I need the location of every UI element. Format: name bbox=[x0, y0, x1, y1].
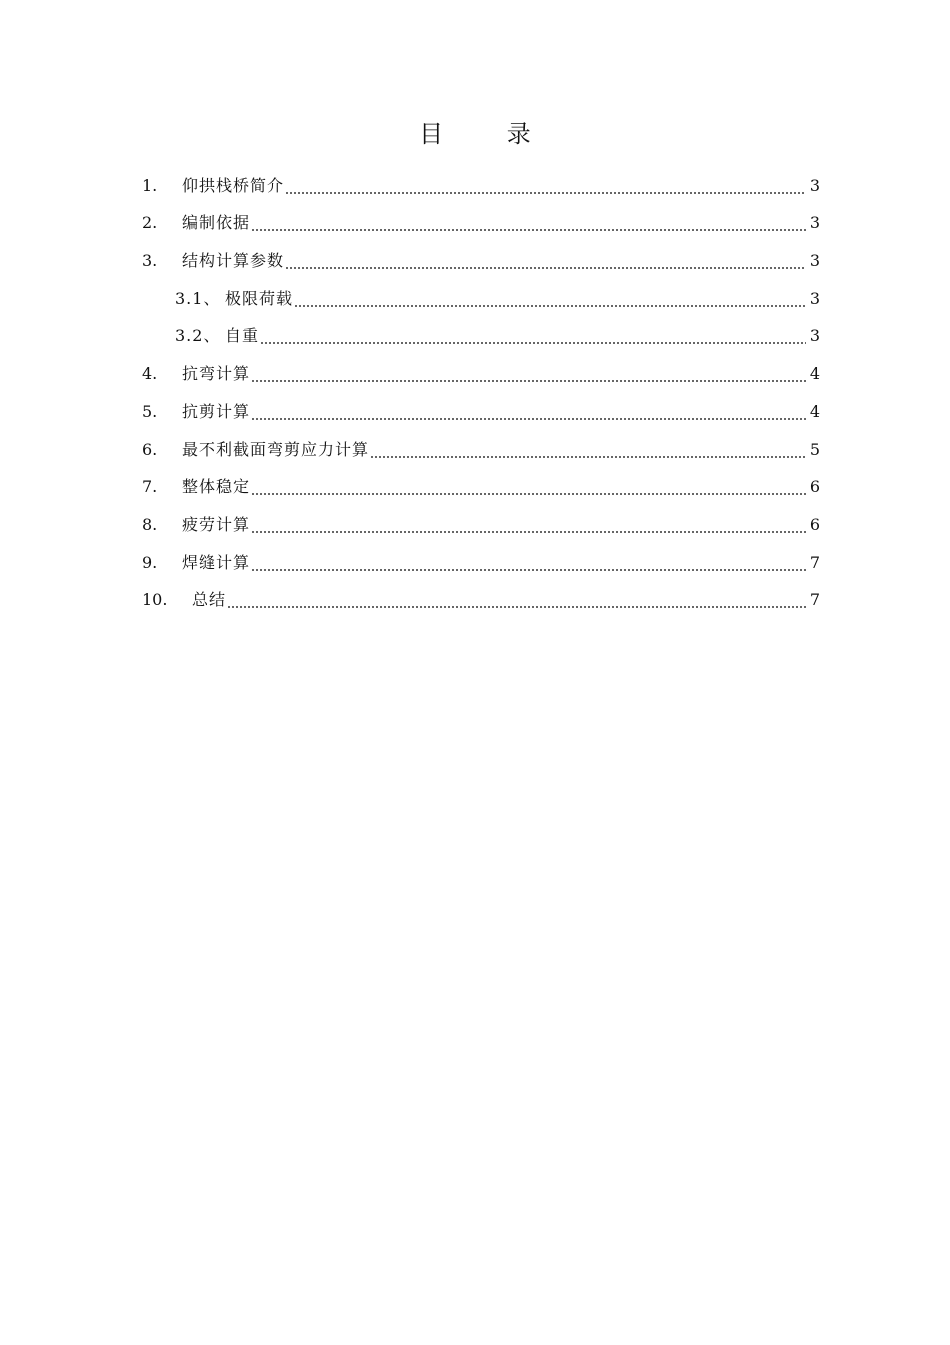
toc-entry-page: 3 bbox=[809, 213, 820, 233]
toc-entry-number: 7. bbox=[142, 477, 158, 497]
dot-leader bbox=[251, 531, 806, 533]
dot-leader bbox=[251, 229, 806, 231]
toc-entry-page: 3 bbox=[809, 326, 820, 346]
toc-entry[interactable] bbox=[142, 424, 820, 462]
toc-entry-label: 自重 bbox=[225, 326, 260, 346]
toc-entry-page: 3 bbox=[809, 288, 820, 308]
toc-title: 目 录 bbox=[419, 120, 559, 148]
toc-entry[interactable] bbox=[142, 537, 820, 575]
toc-entry-label: 编制依据 bbox=[182, 213, 251, 233]
toc-entry-label: 焊缝计算 bbox=[182, 552, 251, 572]
toc-entry-number: 3.1、 bbox=[175, 288, 221, 308]
toc-entry-page: 7 bbox=[809, 552, 820, 572]
toc-entry-number: 3.2、 bbox=[175, 326, 221, 346]
toc-entry-number: 6. bbox=[142, 439, 158, 459]
toc-entry-page: 4 bbox=[809, 401, 820, 421]
toc-entry[interactable] bbox=[142, 235, 820, 273]
toc-entry-label: 最不利截面弯剪应力计算 bbox=[182, 439, 370, 459]
dot-leader bbox=[370, 456, 806, 458]
toc-entry-number: 9. bbox=[142, 552, 158, 572]
toc-entry-page: 6 bbox=[809, 477, 820, 497]
toc-entry-number: 10. bbox=[142, 590, 168, 610]
toc-entry-label: 仰拱栈桥简介 bbox=[182, 175, 285, 195]
toc-entry-page: 6 bbox=[809, 514, 820, 534]
toc-entry-label: 结构计算参数 bbox=[182, 251, 285, 271]
toc-entry-label: 抗剪计算 bbox=[182, 401, 251, 421]
toc-list bbox=[142, 160, 820, 612]
dot-leader bbox=[227, 606, 806, 608]
toc-entry-number: 2. bbox=[142, 213, 158, 233]
dot-leader bbox=[294, 305, 806, 307]
dot-leader bbox=[285, 267, 806, 269]
toc-entry-page: 7 bbox=[809, 590, 820, 610]
dot-leader bbox=[251, 569, 806, 571]
toc-entry[interactable] bbox=[142, 575, 820, 613]
toc-entry[interactable] bbox=[142, 462, 820, 500]
toc-entry[interactable] bbox=[142, 198, 820, 236]
dot-leader bbox=[285, 192, 806, 194]
dot-leader bbox=[260, 342, 806, 344]
dot-leader bbox=[251, 418, 806, 420]
toc-subentry[interactable] bbox=[142, 311, 820, 349]
toc-entry-page: 3 bbox=[809, 251, 820, 271]
toc-entry-label: 总结 bbox=[192, 590, 227, 610]
toc-entry-label: 极限荷载 bbox=[225, 288, 294, 308]
toc-entry-number: 5. bbox=[142, 401, 158, 421]
toc-entry[interactable] bbox=[142, 160, 820, 198]
toc-entry-number: 1. bbox=[142, 175, 158, 195]
toc-subentry[interactable] bbox=[142, 273, 820, 311]
toc-entry-page: 3 bbox=[809, 175, 820, 195]
dot-leader bbox=[251, 493, 806, 495]
toc-entry-page: 4 bbox=[809, 364, 820, 384]
toc-entry-label: 疲劳计算 bbox=[182, 514, 251, 534]
toc-entry[interactable] bbox=[142, 499, 820, 537]
dot-leader bbox=[251, 380, 806, 382]
toc-entry-label: 抗弯计算 bbox=[182, 364, 251, 384]
toc-entry-label: 整体稳定 bbox=[182, 477, 251, 497]
toc-entry[interactable] bbox=[142, 348, 820, 386]
toc-entry-number: 8. bbox=[142, 514, 158, 534]
toc-entry-number: 4. bbox=[142, 364, 158, 384]
toc-entry[interactable] bbox=[142, 386, 820, 424]
toc-entry-page: 5 bbox=[809, 439, 820, 459]
toc-entry-number: 3. bbox=[142, 251, 158, 271]
